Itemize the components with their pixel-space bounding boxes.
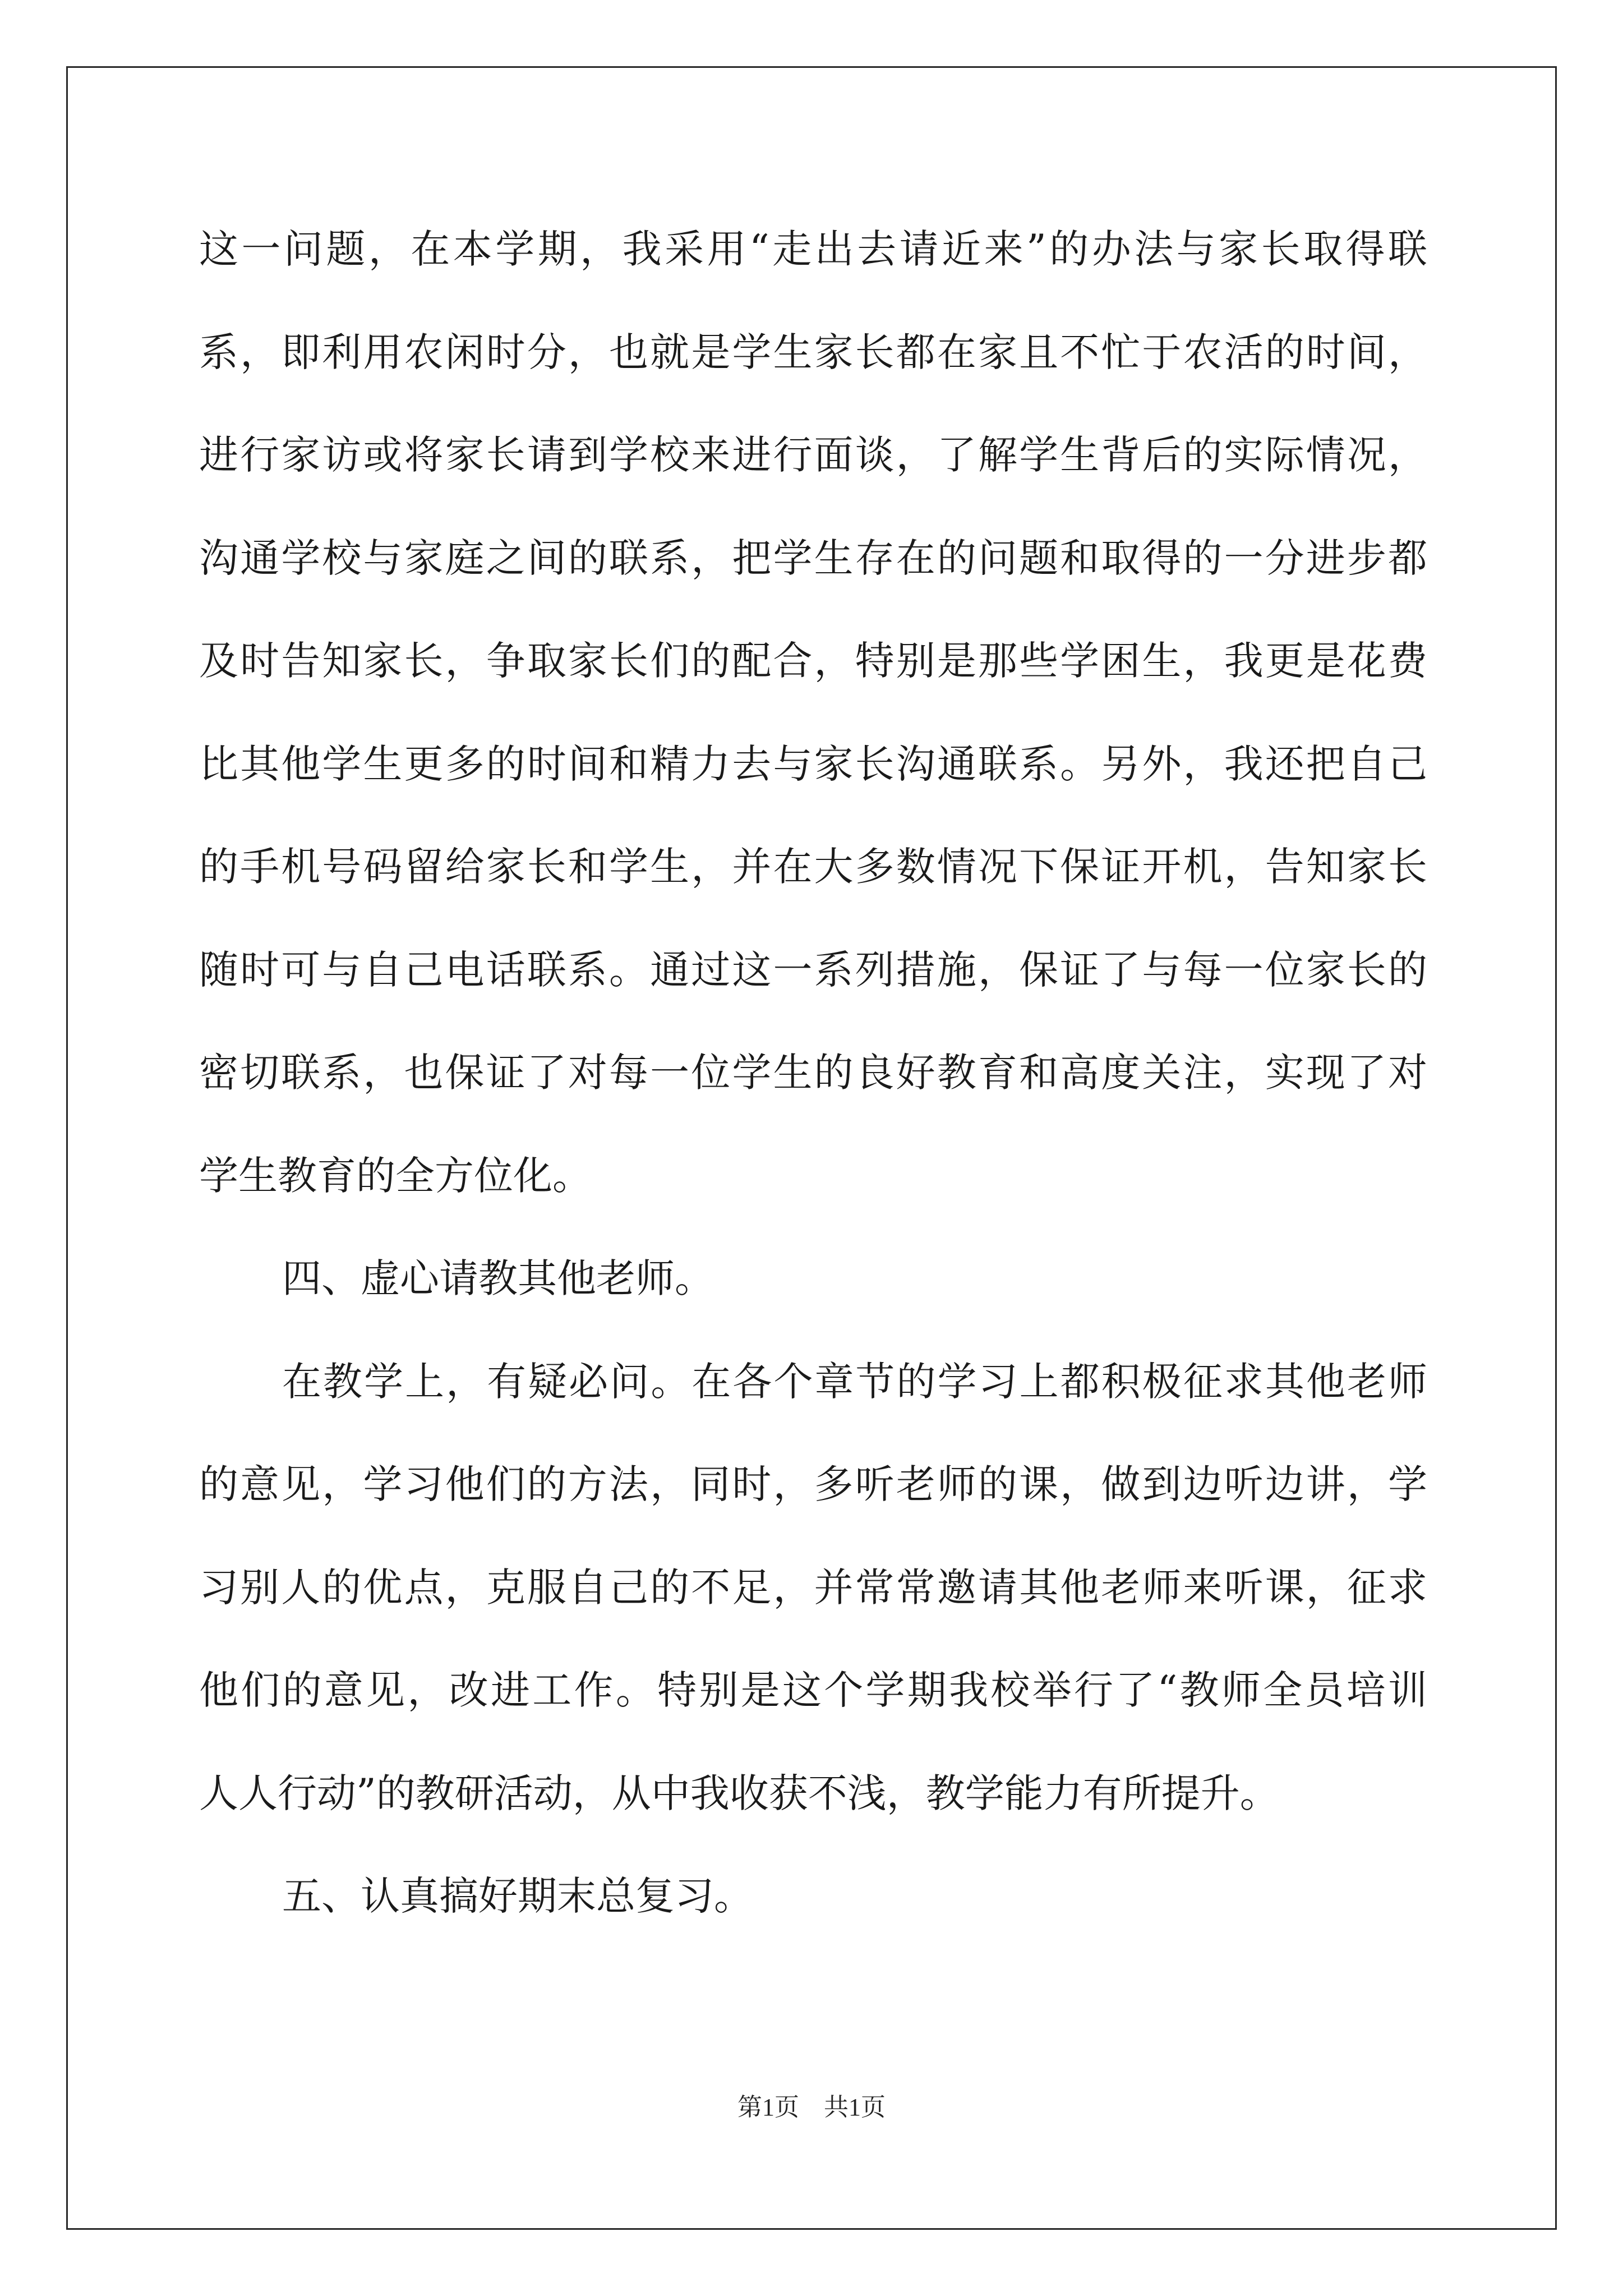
text-line: 及时告知家长，争取家长们的配合，特别是那些学困生，我更是花费 [199, 638, 1427, 684]
text-line: 习别人的优点，克服自己的不足，并常常邀请其他老师来听课，征求 [199, 1564, 1427, 1611]
text-line: 的意见，学习他们的方法，同时，多听老师的课，做到边听边讲，学 [199, 1461, 1427, 1507]
section-heading: 四、虚心请教其他老师。 [282, 1255, 714, 1301]
text-line: 进行家访或将家长请到学校来进行面谈，了解学生背后的实际情况， [199, 432, 1427, 478]
text-line: 在教学上，有疑必问。在各个章节的学习上都积极征求其他老师 [282, 1358, 1427, 1405]
text-line: 系，即利用农闲时分，也就是学生家长都在家且不忙于农活的时间， [199, 329, 1427, 375]
text-line: 他们的意见，改进工作。特别是这个学期我校举行了“教师全员培训 [199, 1667, 1427, 1713]
page-footer: 第1页 共1页 [737, 2093, 886, 2121]
text-line: 这一问题，在本学期，我采用“走出去请近来”的办法与家长取得联 [199, 226, 1427, 272]
text-line: 随时可与自己电话联系。通过这一系列措施，保证了与每一位家长的 [199, 946, 1427, 993]
text-line: 沟通学校与家庭之间的联系，把学生存在的问题和取得的一分进步都 [199, 535, 1427, 581]
text-line: 人人行动”的教研活动，从中我收获不浅，教学能力有所提升。 [199, 1770, 1279, 1816]
text-line: 密切联系，也保证了对每一位学生的良好教育和高度关注，实现了对 [199, 1050, 1427, 1096]
document-body [199, 198, 1427, 1948]
text-line: 比其他学生更多的时间和精力去与家长沟通联系。另外，我还把自己 [199, 740, 1427, 787]
text-line: 的手机号码留给家长和学生，并在大多数情况下保证开机，告知家长 [199, 844, 1427, 890]
section-heading: 五、认真搞好期末总复习。 [282, 1873, 753, 1919]
text-line: 学生教育的全方位化。 [199, 1152, 592, 1199]
